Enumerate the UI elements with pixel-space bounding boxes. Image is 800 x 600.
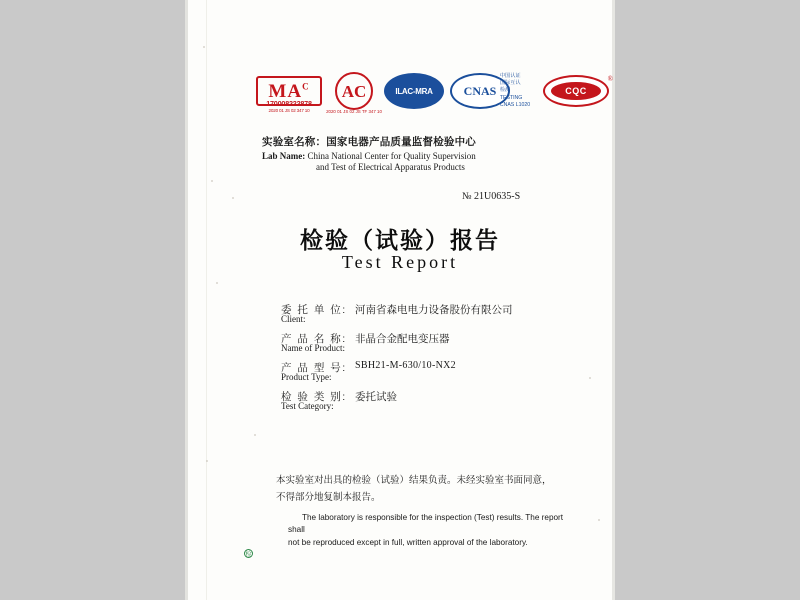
cqc-logo-text: CQC	[551, 82, 601, 100]
cnas-line-3: 检测	[499, 87, 511, 94]
cal-logo-text: AC	[341, 81, 367, 101]
disclaimer-en	[288, 512, 576, 549]
ilac-mra-label: ILAC-MRA	[384, 73, 444, 109]
page-left-edge	[185, 0, 188, 600]
disclaimer-en-line1: The laboratory is responsible for the inspection (Test) results. The report shall	[288, 513, 564, 535]
report-number	[462, 191, 520, 202]
cnas-text-block	[493, 68, 537, 114]
scan-speck	[232, 197, 234, 199]
field-test-category	[281, 389, 581, 418]
field-test-category-cn-label: 检 验 类 别:	[281, 391, 347, 403]
disclaimer-cn	[276, 473, 576, 506]
field-client	[281, 302, 581, 331]
report-fields	[281, 302, 581, 418]
scan-speck	[206, 460, 208, 462]
field-product-type-cn-label: 产 品 型 号:	[281, 362, 347, 374]
field-test-category-value: 委托试验	[355, 391, 397, 403]
field-product-type-value: SBH21-M-630/10-NX2	[355, 360, 456, 371]
cnas-label: CNAS	[450, 73, 510, 109]
scan-speck	[216, 282, 218, 284]
lab-name-block	[262, 134, 592, 172]
field-product-type-en-label: Product Type:	[281, 372, 332, 382]
ilac-mra-icon	[383, 68, 445, 114]
cnas-line-2: 国际互认	[499, 80, 521, 87]
ma-certification-icon	[255, 68, 323, 114]
field-product-type	[281, 360, 581, 389]
field-client-cn-label: 委 托 单 位:	[281, 304, 347, 316]
report-number-value: 21U0635-S	[474, 191, 521, 202]
scan-speck	[203, 46, 205, 48]
cnas-line-4: TESTING	[499, 94, 523, 101]
cqc-registered-mark: ®	[607, 75, 613, 83]
cnas-line-5: CNAS L1020	[499, 101, 531, 108]
ma-logo-text: MA	[268, 80, 303, 102]
ma-logo-subtext: 2020 01 JS 02 347 10	[268, 108, 310, 113]
field-client-en-label: Client:	[281, 314, 306, 324]
lab-name-cn-value: 国家电器产品质量监督检验中心	[326, 136, 477, 148]
lab-name-en-label: Lab Name:	[262, 151, 306, 161]
inspection-stamp-icon: 检	[244, 549, 253, 558]
cqc-certification-icon	[541, 68, 611, 114]
disclaimer-cn-line2: 不得部分地复制本报告。	[276, 491, 381, 503]
certification-logo-row	[255, 68, 613, 120]
field-product-name-en-label: Name of Product:	[281, 343, 345, 353]
cal-certification-icon	[326, 68, 382, 114]
scan-speck	[254, 434, 256, 436]
page-right-edge	[612, 0, 615, 600]
field-product-name-value: 非晶合金配电变压器	[355, 333, 450, 345]
cal-logo-subtext: 2020 01 JS 02 JS TF 347 10	[326, 109, 382, 114]
report-number-label: №	[462, 191, 472, 202]
cnas-line-1: 中国认证	[499, 73, 521, 80]
ma-logo-sup: C	[302, 81, 310, 92]
field-product-name-cn-label: 产 品 名 称:	[281, 333, 347, 345]
ma-logo-number: 170008222878	[266, 99, 312, 108]
scan-speck	[589, 377, 591, 379]
field-product-name	[281, 331, 581, 360]
scan-speck	[211, 180, 213, 182]
field-client-value: 河南省森电电力设备股份有限公司	[355, 304, 513, 316]
field-test-category-en-label: Test Category:	[281, 401, 334, 411]
lab-name-cn-label: 实验室名称：	[262, 136, 327, 148]
page-title-en: Test Report	[341, 252, 459, 272]
page-title-cn: 检验（试验）报告	[300, 227, 500, 253]
page-fold-line	[206, 0, 207, 600]
lab-name-en-value-line2: and Test of Electrical Apparatus Products	[316, 162, 465, 172]
lab-name-en-value-line1: China National Center for Quality Supervision	[307, 151, 476, 161]
disclaimer-en-line2: not be reproduced except in full, written approval of the laboratory.	[288, 537, 528, 547]
disclaimer-cn-line1: 本实验室对出具的检验（试验）结果负责。未经实验室书面同意，	[276, 475, 552, 486]
scan-speck	[598, 519, 600, 521]
